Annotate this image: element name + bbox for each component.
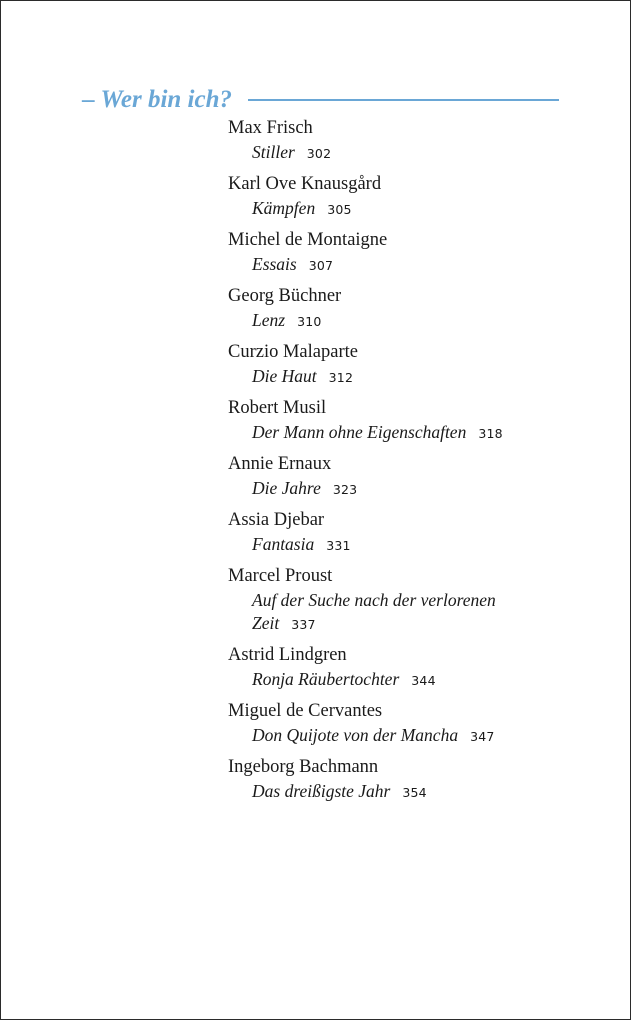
entry-work-title: Lenz xyxy=(252,310,286,330)
entry-work xyxy=(228,141,522,165)
entry-author: Assia Djebar xyxy=(228,510,325,530)
section-title: Wer bin ich? xyxy=(100,85,232,113)
section-rule xyxy=(248,99,559,101)
toc-entry[interactable] xyxy=(228,116,608,165)
entry-work-title: Stiller xyxy=(252,142,295,162)
entry-work-title: Die Jahre xyxy=(252,478,321,498)
entry-author: Astrid Lindgren xyxy=(228,645,347,665)
entry-work-title: Essais xyxy=(252,254,297,274)
entry-author: Annie Ernaux xyxy=(228,454,332,474)
entry-work xyxy=(228,309,522,333)
entry-page-number: 302 xyxy=(306,146,332,161)
entry-author: Miguel de Cervantes xyxy=(228,701,383,721)
table-of-contents xyxy=(228,116,608,811)
section-dash: – xyxy=(82,85,95,113)
toc-entry[interactable] xyxy=(228,396,608,445)
entry-page-number: 307 xyxy=(308,258,334,273)
toc-entry[interactable] xyxy=(228,643,608,692)
entry-author: Robert Musil xyxy=(228,398,327,418)
toc-entry[interactable] xyxy=(228,284,608,333)
entry-work xyxy=(228,365,522,389)
entry-author: Max Frisch xyxy=(228,118,313,138)
toc-entry[interactable] xyxy=(228,699,608,748)
entry-work xyxy=(228,668,522,692)
entry-page-number: 305 xyxy=(327,202,352,217)
entry-work xyxy=(228,197,522,221)
entry-work xyxy=(228,589,522,636)
entry-page-number: 323 xyxy=(332,482,358,497)
entry-work xyxy=(228,421,522,445)
entry-author: Marcel Proust xyxy=(228,566,333,586)
toc-entry[interactable] xyxy=(228,228,608,277)
entry-page-number: 331 xyxy=(326,538,351,553)
entry-page-number: 312 xyxy=(328,370,354,385)
entry-page-number: 344 xyxy=(411,673,436,688)
entry-work-title: Auf der Suche nach der verlorenen Zeit xyxy=(252,590,496,633)
entry-work xyxy=(228,477,522,501)
entry-work xyxy=(228,253,522,277)
entry-page-number: 310 xyxy=(297,314,322,329)
toc-entry[interactable] xyxy=(228,755,608,804)
entry-author: Michel de Montaigne xyxy=(228,230,388,250)
entry-author: Karl Ove Knausgård xyxy=(228,174,382,194)
entry-page-number: 347 xyxy=(470,729,495,744)
entry-page-number: 318 xyxy=(478,426,503,441)
toc-entry[interactable] xyxy=(228,508,608,557)
entry-work-title: Don Quijote von der Mancha xyxy=(252,725,459,745)
entry-author: Curzio Malaparte xyxy=(228,342,358,362)
toc-entry[interactable] xyxy=(228,172,608,221)
toc-entry[interactable] xyxy=(228,340,608,389)
entry-page-number: 354 xyxy=(402,785,427,800)
entry-page-number: 337 xyxy=(291,617,316,632)
entry-author: Ingeborg Bachmann xyxy=(228,757,379,777)
toc-entry[interactable] xyxy=(228,452,608,501)
entry-author: Georg Büchner xyxy=(228,286,342,306)
entry-work-title: Ronja Räubertochter xyxy=(252,669,400,689)
entry-work-title: Fantasia xyxy=(252,534,315,554)
entry-work-title: Der Mann ohne Eigenschaften xyxy=(252,422,467,442)
toc-entry[interactable] xyxy=(228,564,608,636)
entry-work xyxy=(228,533,522,557)
entry-work xyxy=(228,724,522,748)
entry-work xyxy=(228,780,522,804)
section-header xyxy=(82,84,559,114)
entry-work-title: Kämpfen xyxy=(252,198,316,218)
entry-work-title: Das dreißigste Jahr xyxy=(252,781,391,801)
entry-work-title: Die Haut xyxy=(252,366,317,386)
